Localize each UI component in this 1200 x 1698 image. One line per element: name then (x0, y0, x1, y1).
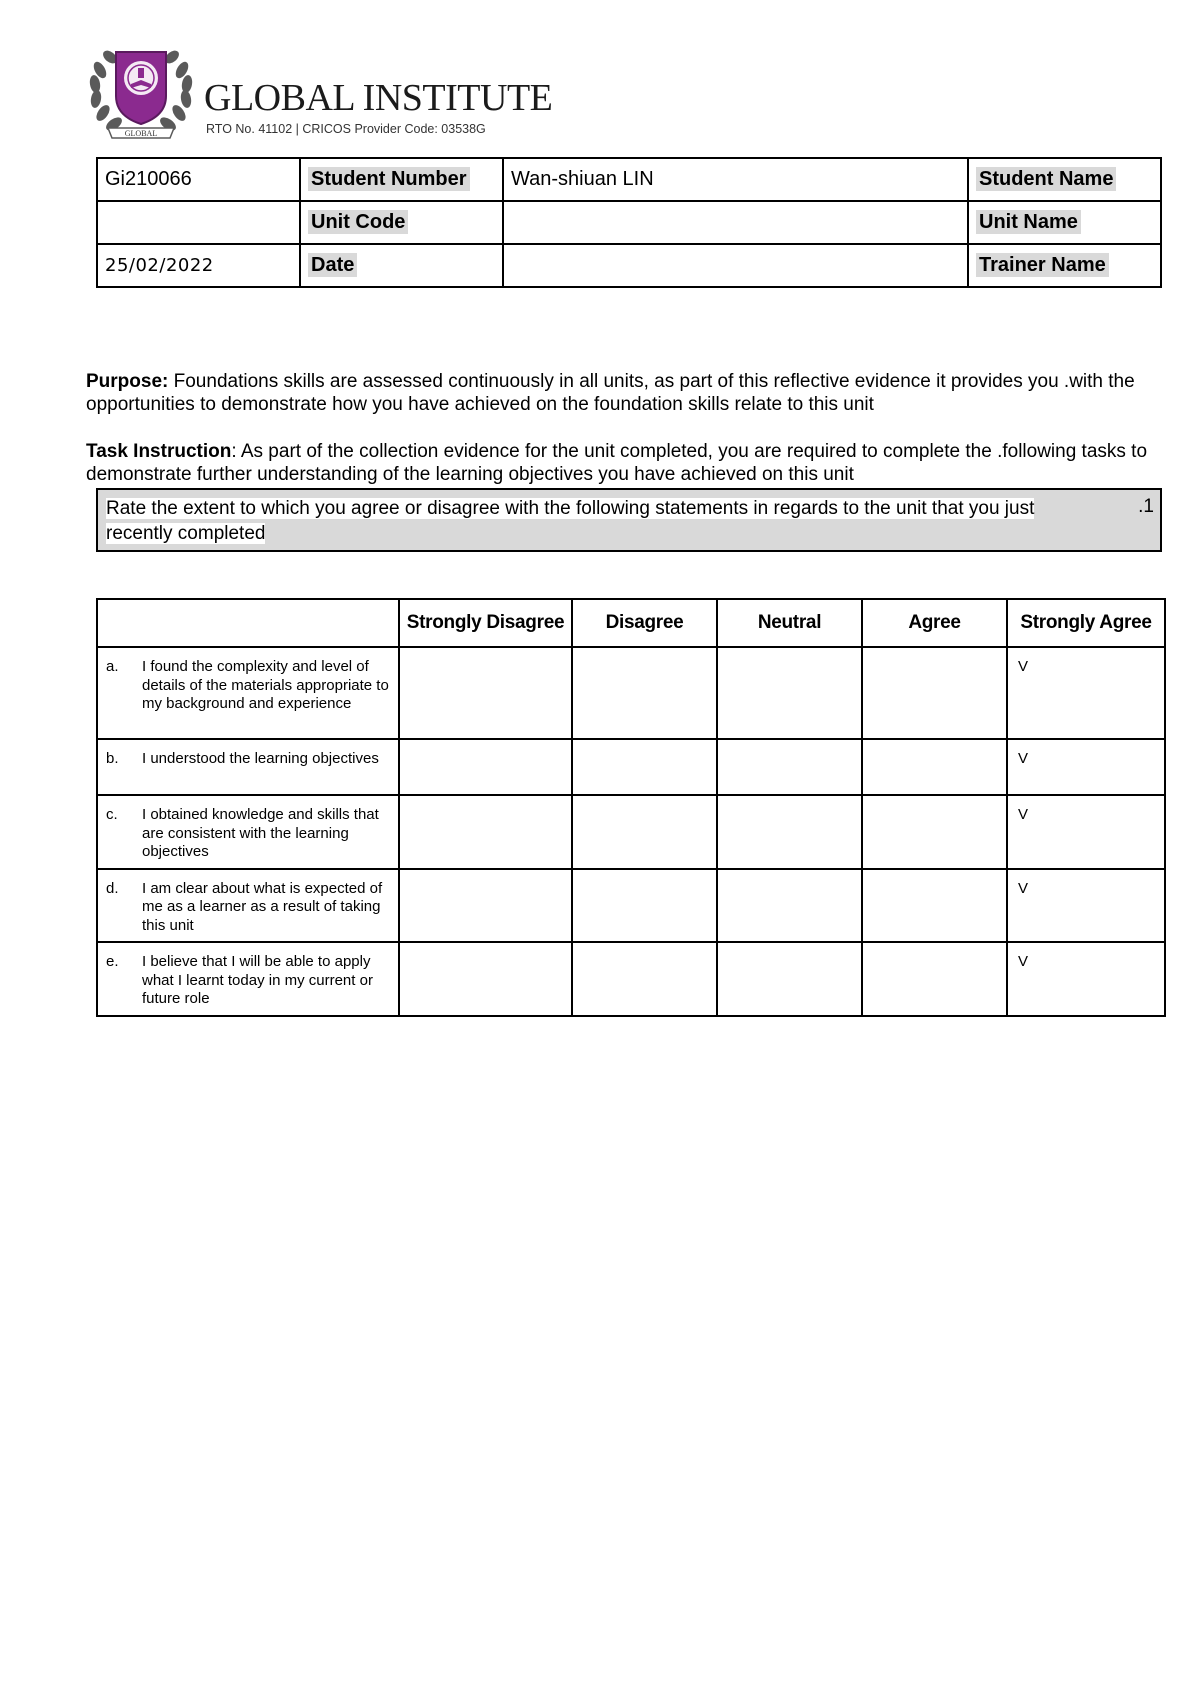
purpose-label: Purpose: (86, 371, 169, 392)
table-row (97, 795, 1165, 869)
rating-cell-agree[interactable] (862, 647, 1007, 739)
info-row-unit (97, 201, 1161, 244)
svg-text:GLOBAL: GLOBAL (124, 129, 158, 138)
statement-cell (97, 739, 399, 795)
check-mark: V (1018, 879, 1029, 897)
rating-header-statement (97, 599, 399, 647)
statement-letter: b. (106, 750, 119, 767)
statement-text: I obtained knowledge and skills that are consistent with the learning objectives (142, 806, 379, 860)
statement-letter: e. (106, 953, 119, 970)
statement-letter: d. (106, 879, 119, 897)
student-name-value[interactable]: Wan-shiuan LIN (503, 158, 968, 201)
unit-code-label: Unit Code (300, 201, 503, 244)
info-row-date (97, 244, 1161, 287)
rating-cell-agree[interactable] (862, 795, 1007, 869)
purpose-paragraph (86, 370, 1156, 416)
unit-name-value[interactable] (503, 201, 968, 244)
rating-cell-strongly-agree[interactable] (1007, 647, 1165, 739)
table-row (97, 739, 1165, 795)
rating-header-row (97, 599, 1165, 647)
question-box (96, 488, 1162, 552)
trainer-name-label: Trainer Name (968, 244, 1161, 287)
rating-cell-strongly-disagree[interactable] (399, 869, 572, 943)
rating-cell-neutral[interactable] (717, 942, 862, 1016)
rating-cell-disagree[interactable] (572, 869, 717, 943)
rating-header-neutral: Neutral (717, 599, 862, 647)
rating-cell-neutral[interactable] (717, 739, 862, 795)
statement-letter: a. (106, 658, 119, 675)
check-mark: V (1018, 658, 1029, 675)
statement-cell (97, 942, 399, 1016)
brand-name: GLOBAL INSTITUTE (204, 77, 553, 119)
rating-cell-strongly-agree[interactable] (1007, 869, 1165, 943)
rating-header-strongly-disagree: Strongly Disagree (399, 599, 572, 647)
date-label: Date (300, 244, 503, 287)
statement-letter: c. (106, 806, 118, 823)
task-instruction-label: Task Instruction (86, 441, 232, 462)
unit-name-label: Unit Name (968, 201, 1161, 244)
question-number: .1 (1138, 496, 1154, 517)
rating-header-disagree: Disagree (572, 599, 717, 647)
rating-cell-agree[interactable] (862, 869, 1007, 943)
trainer-name-value[interactable] (503, 244, 968, 287)
question-text: Rate the extent to which you agree or disagree with the following statements in regards to the unit that you just recently completed (106, 498, 1035, 544)
rating-header-strongly-agree: Strongly Agree (1007, 599, 1165, 647)
rating-cell-disagree[interactable] (572, 647, 717, 739)
rating-cell-neutral[interactable] (717, 795, 862, 869)
rating-cell-strongly-agree[interactable] (1007, 795, 1165, 869)
rating-cell-strongly-disagree[interactable] (399, 647, 572, 739)
statement-text: I found the complexity and level of details of the materials appropriate to my background and experience (142, 658, 389, 712)
rating-cell-disagree[interactable] (572, 739, 717, 795)
rating-cell-strongly-agree[interactable] (1007, 942, 1165, 1016)
rating-cell-strongly-disagree[interactable] (399, 942, 572, 1016)
rating-cell-agree[interactable] (862, 739, 1007, 795)
statement-text: I understood the learning objectives (142, 750, 379, 767)
rating-cell-strongly-disagree[interactable] (399, 739, 572, 795)
rating-table (96, 598, 1166, 1017)
check-mark: V (1018, 750, 1029, 767)
statement-text: I am clear about what is expected of me as a learner as a result of taking this unit (142, 879, 383, 934)
student-name-label: Student Name (968, 158, 1161, 201)
table-row (97, 647, 1165, 739)
table-row (97, 942, 1165, 1016)
info-row-student (97, 158, 1161, 201)
rating-header-agree: Agree (862, 599, 1007, 647)
task-instruction-text: : As part of the collection evidence for the unit completed, you are required to complete the .following tasks to demonstrate further understanding of the learning objectives you have achieved on this unit (86, 441, 1148, 485)
rating-cell-disagree[interactable] (572, 942, 717, 1016)
rating-cell-strongly-disagree[interactable] (399, 795, 572, 869)
statement-cell (97, 869, 399, 943)
date-value[interactable]: 25/02/2022 (97, 244, 300, 287)
purpose-text: Foundations skills are assessed continuously in all units, as part of this reflective evidence it provides you .with the opportunities to demonstrate how you have achieved on the foundation skills relate to this unit (86, 371, 1135, 415)
institute-logo (86, 40, 553, 142)
unit-code-value[interactable] (97, 201, 300, 244)
check-mark: V (1018, 953, 1029, 970)
table-row (97, 869, 1165, 943)
check-mark: V (1018, 806, 1029, 823)
brand-registration: RTO No. 41102 | CRICOS Provider Code: 03538G (206, 122, 486, 136)
student-number-label: Student Number (300, 158, 503, 201)
statement-text: I believe that I will be able to apply what I learnt today in my current or future role (142, 953, 373, 1007)
rating-cell-neutral[interactable] (717, 647, 862, 739)
task-instruction-paragraph (86, 440, 1156, 486)
statement-cell (97, 647, 399, 739)
statement-cell (97, 795, 399, 869)
student-number-value[interactable]: Gi210066 (97, 158, 300, 201)
rating-cell-agree[interactable] (862, 942, 1007, 1016)
rating-cell-strongly-agree[interactable] (1007, 739, 1165, 795)
rating-cell-disagree[interactable] (572, 795, 717, 869)
student-info-table (96, 157, 1162, 288)
crest-icon (86, 40, 196, 142)
rating-cell-neutral[interactable] (717, 869, 862, 943)
